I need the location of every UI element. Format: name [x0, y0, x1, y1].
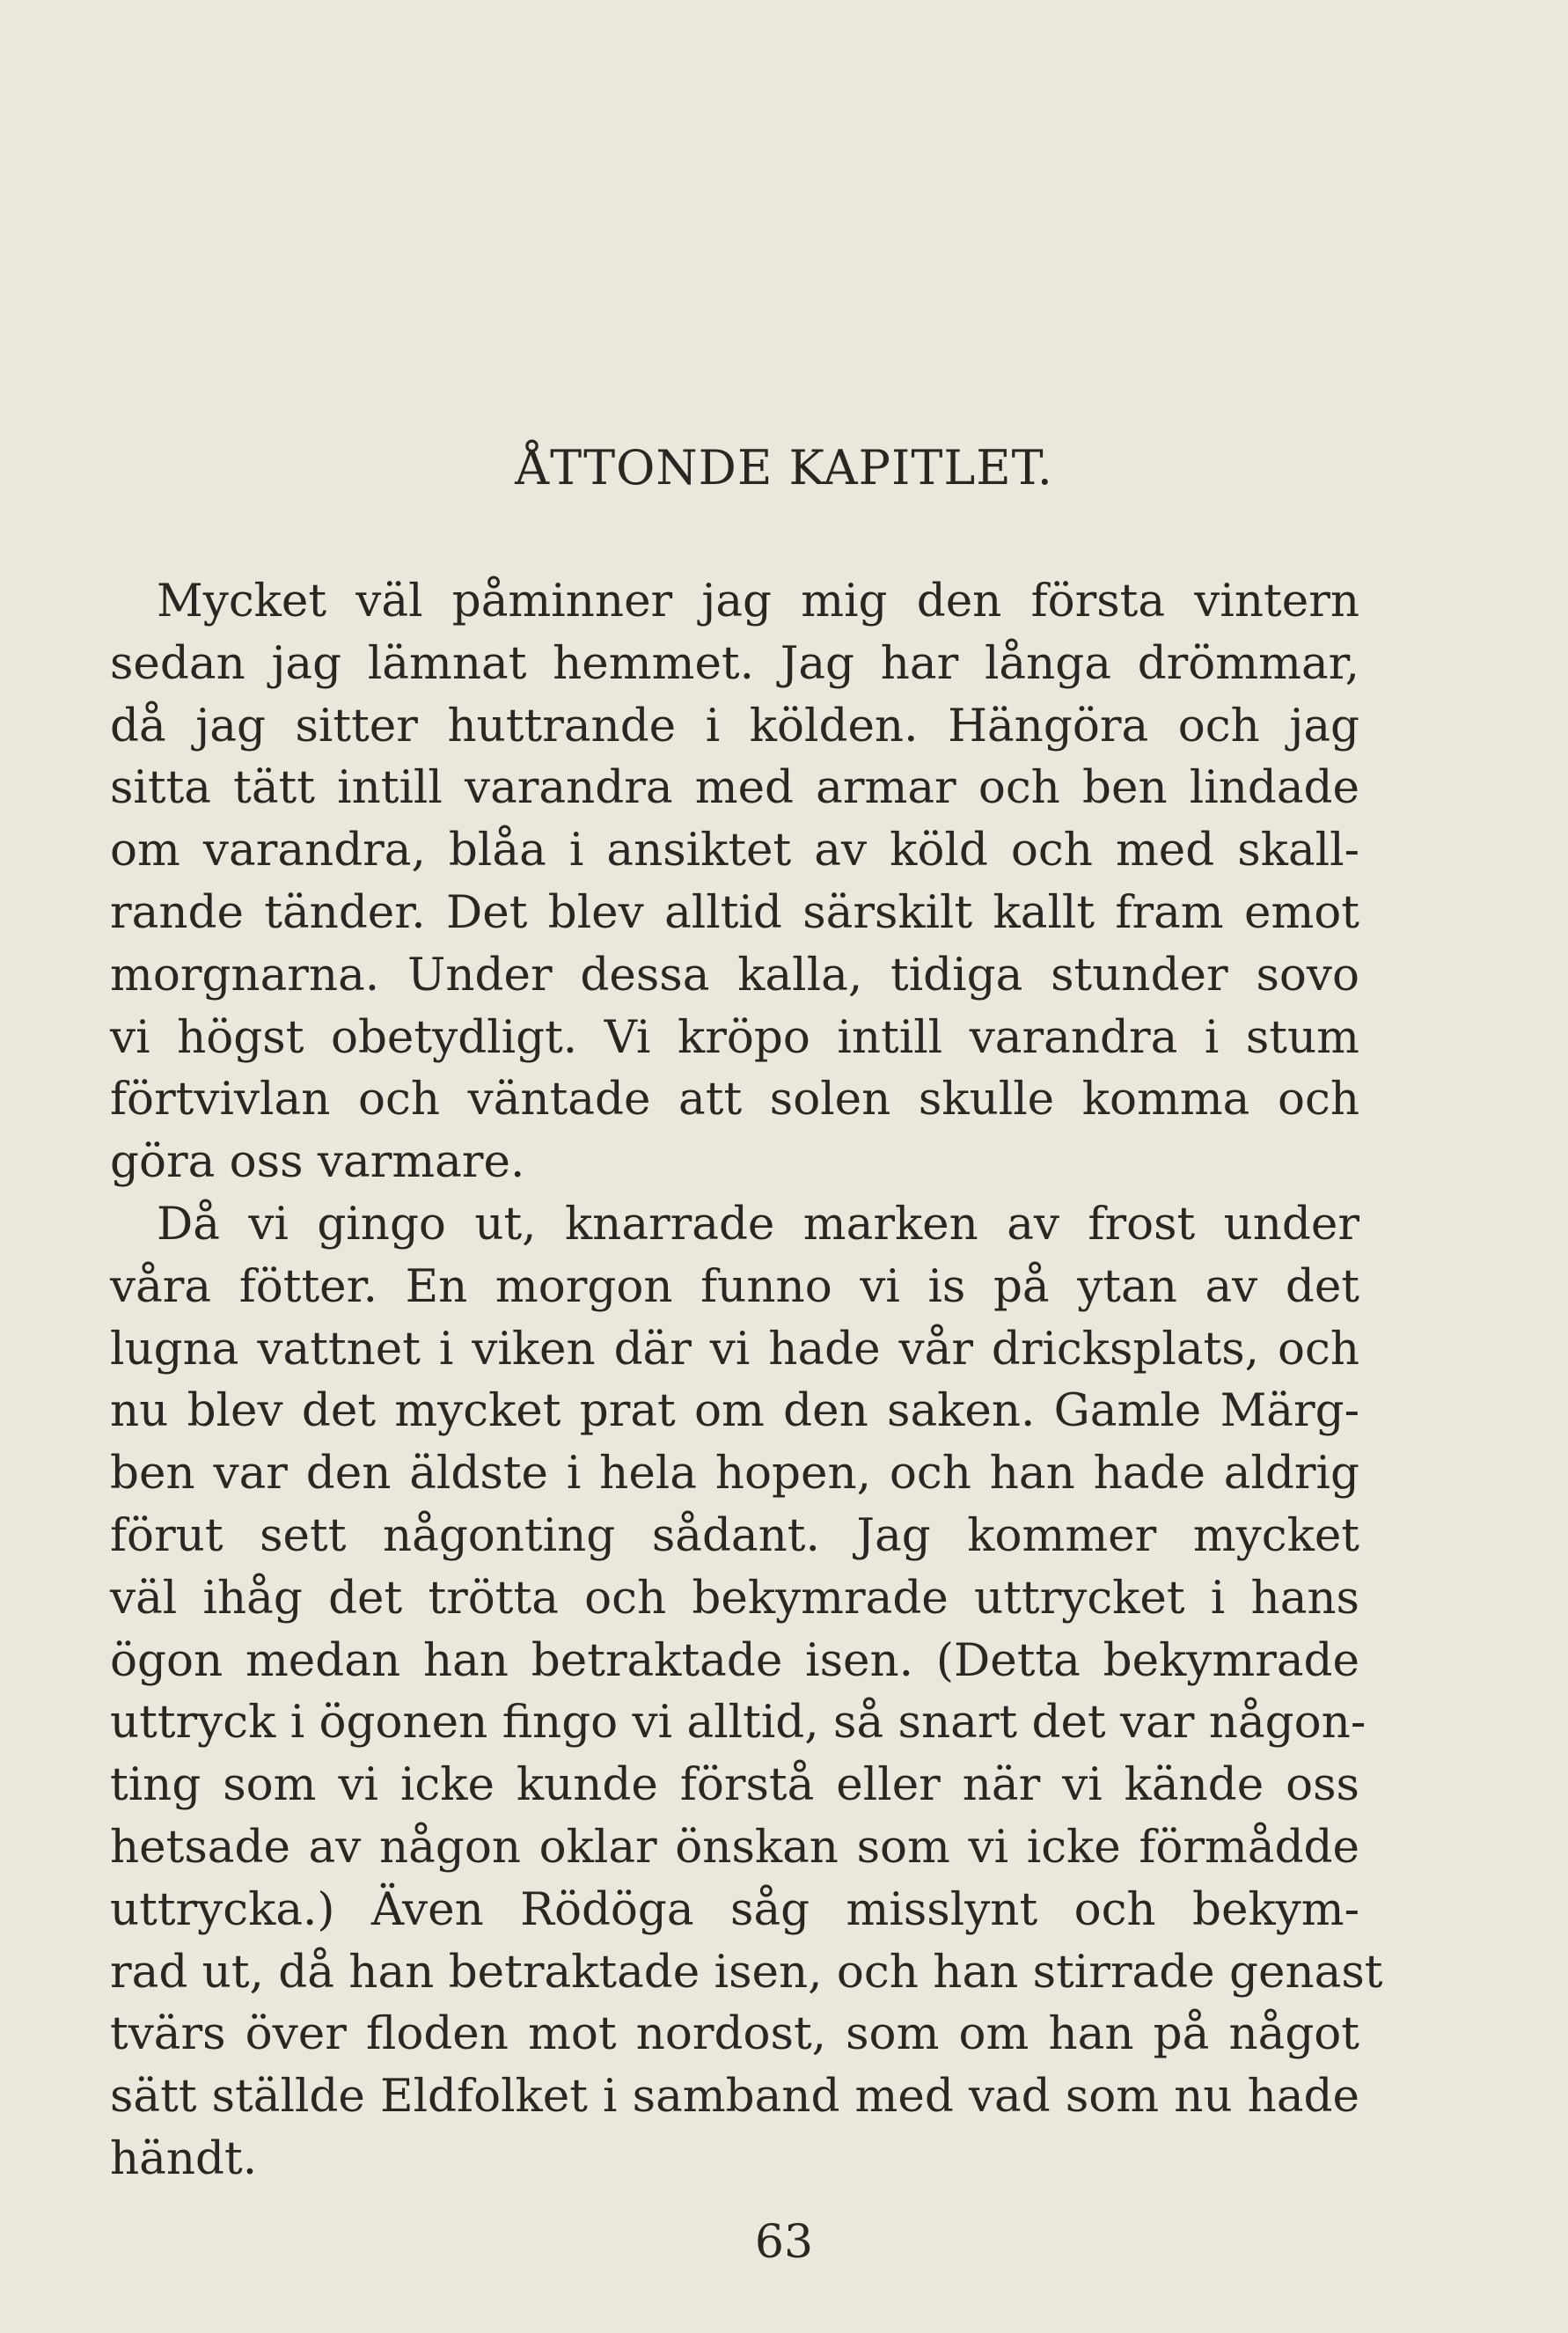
text-line: hetsade av någon oklar önskan som vi icke förmådde: [110, 1820, 1359, 1874]
text-line: morgnarna. Under dessa kalla, tidiga stunder sovo: [110, 948, 1359, 1001]
text-line: rande tänder. Det blev alltid särskilt kallt fram emot: [110, 885, 1359, 939]
text-line: sedan jag lämnat hemmet. Jag har långa drömmar,: [110, 636, 1359, 690]
text-line: sätt ställde Eldfolket i samband med vad som nu hade: [110, 2070, 1359, 2124]
text-line: uttrycka.) Även Rödöga såg misslynt och bekym-: [110, 1882, 1359, 1936]
text-line: väl ihåg det trötta och bekymrade uttrycket i hans: [110, 1571, 1359, 1625]
text-line: då jag sitter huttrande i kölden. Hängöra och jag: [110, 699, 1359, 752]
text-line: ögon medan han betraktade isen. (Detta bekymrade: [110, 1633, 1359, 1687]
chapter-body-text: [110, 570, 1383, 2190]
page-number: 63: [754, 2216, 814, 2269]
text-line: vi högst obetydligt. Vi kröpo intill varandra i stum: [110, 1010, 1359, 1064]
text-line: Mycket väl påminner jag mig den första vintern: [157, 575, 1359, 627]
text-line: uttryck i ögonen fingo vi alltid, så snart det var någon-: [110, 1696, 1367, 1750]
text-line: sitta tätt intill varandra med armar och ben lindade: [110, 761, 1359, 815]
text-line: rad ut, då han betraktade isen, och han stirrade genast: [110, 1945, 1383, 1999]
text-line: händt.: [110, 2131, 258, 2185]
text-line: lugna vattnet i viken där vi hade vår dricksplats, och: [110, 1322, 1359, 1376]
text-line: om varandra, blåa i ansiktet av köld och med skall-: [110, 824, 1359, 877]
text-line: förut sett någonting sådant. Jag kommer mycket: [110, 1508, 1359, 1562]
chapter-heading: ÅTTONDE KAPITLET.: [515, 440, 1053, 495]
text-line: ting som vi icke kunde förstå eller när vi kände oss: [110, 1758, 1359, 1812]
text-line: ben var den äldste i hela hopen, och han hade aldrig: [110, 1447, 1359, 1500]
text-line: nu blev det mycket prat om den saken. Gamle Märg-: [110, 1384, 1359, 1438]
text-line: Då vi gingo ut, knarrade marken av frost under: [157, 1197, 1359, 1251]
text-line: förtvivlan och väntade att solen skulle komma och: [110, 1073, 1359, 1126]
text-line: göra oss varmare.: [110, 1135, 525, 1189]
text-line: våra fötter. En morgon funno vi is på ytan av det: [110, 1259, 1359, 1313]
text-line: tvärs över floden mot nordost, som om han på något: [110, 2007, 1359, 2061]
